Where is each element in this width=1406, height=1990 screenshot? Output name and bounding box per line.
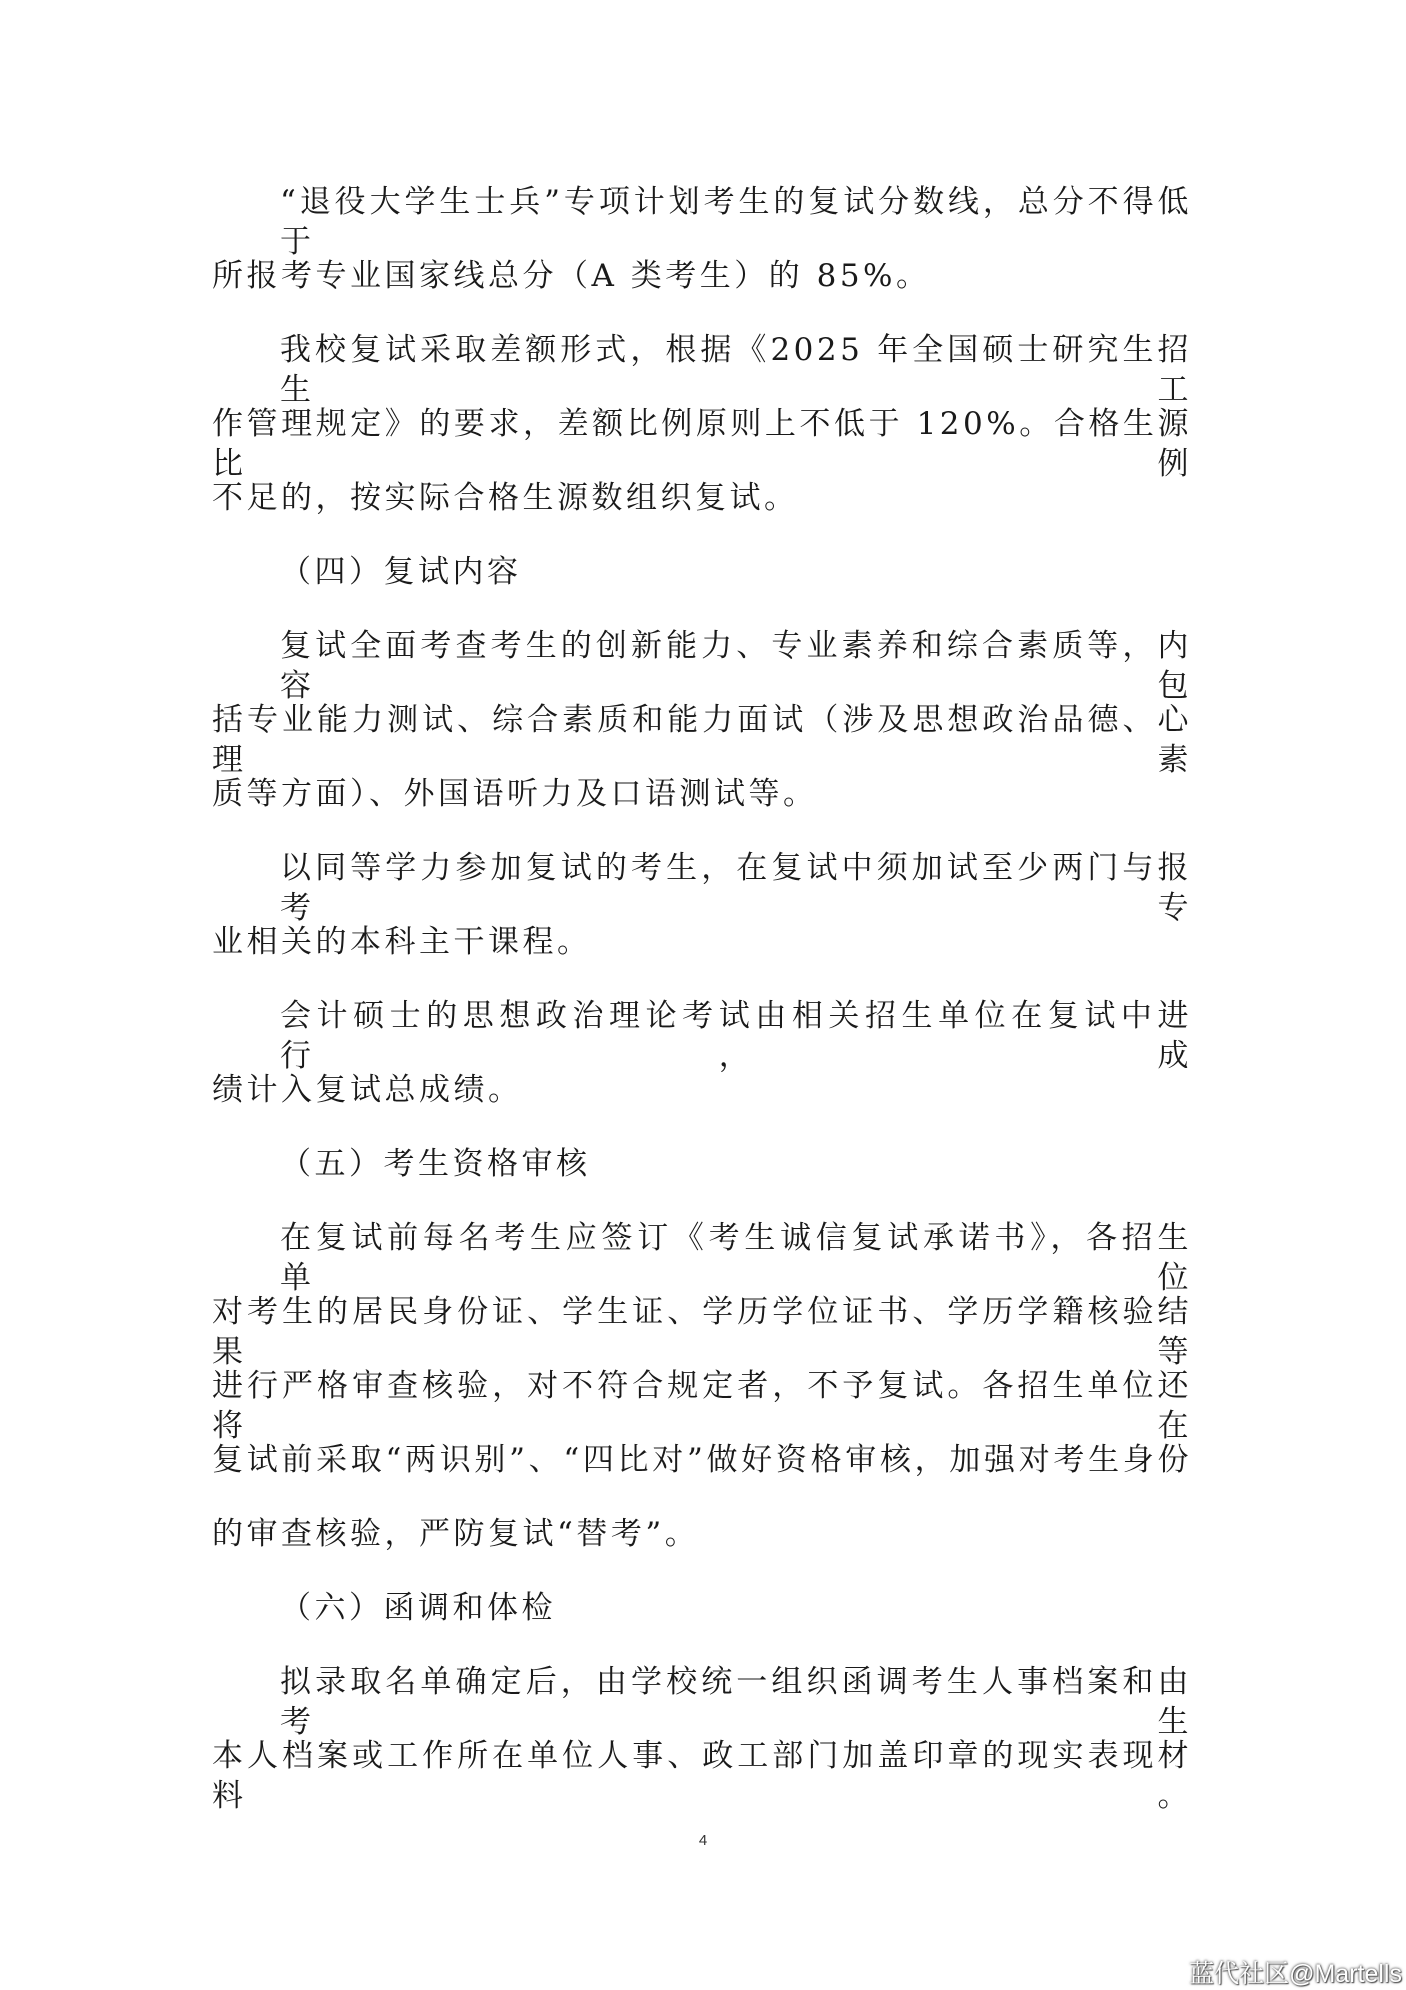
section-heading: （六）函调和体检 xyxy=(280,1590,556,1626)
paragraph-line: 复试全面考查考生的创新能力、专业素养和综合素质等，内容包 xyxy=(280,628,1192,704)
paragraph-line: 绩计入复试总成绩。 xyxy=(212,1072,523,1108)
paragraph-line: 所报考专业国家线总分（A 类考生）的 85%。 xyxy=(212,258,931,294)
paragraph-line: 会计硕士的思想政治理论考试由相关招生单位在复试中进行，成 xyxy=(280,998,1192,1074)
paragraph-line: 质等方面）、外国语听力及口语测试等。 xyxy=(212,776,818,812)
paragraph-line: 的审查核验，严防复试“替考”。 xyxy=(212,1516,700,1552)
paragraph-line: 我校复试采取差额形式，根据《2025 年全国硕士研究生招生工 xyxy=(280,332,1192,408)
page-number: 4 xyxy=(698,1832,708,1849)
paragraph-line: 不足的，按实际合格生源数组织复试。 xyxy=(212,480,799,516)
paragraph-line: 拟录取名单确定后，由学校统一组织函调考生人事档案和由考生 xyxy=(280,1664,1192,1740)
paragraph-line: 作管理规定》的要求，差额比例原则上不低于 120%。合格生源比例 xyxy=(212,406,1192,482)
paragraph-line: 括专业能力测试、综合素质和能力面试（涉及思想政治品德、心理素 xyxy=(212,702,1192,778)
paragraph-line: 业相关的本科主干课程。 xyxy=(212,924,592,960)
section-heading: （四）复试内容 xyxy=(280,554,522,590)
paragraph-line: “退役大学生士兵”专项计划考生的复试分数线，总分不得低于 xyxy=(280,184,1192,260)
paragraph-line: 对考生的居民身份证、学生证、学历学位证书、学历学籍核验结果等 xyxy=(212,1294,1192,1370)
paragraph-line: 在复试前每名考生应签订《考生诚信复试承诺书》，各招生单位 xyxy=(280,1220,1192,1296)
paragraph-line: 本人档案或工作所在单位人事、政工部门加盖印章的现实表现材料。 xyxy=(212,1738,1192,1814)
paragraph-line: 复试前采取“两识别”、“四比对”做好资格审核，加强对考生身份 xyxy=(212,1442,1192,1478)
paragraph-line: 以同等学力参加复试的考生，在复试中须加试至少两门与报考专 xyxy=(280,850,1192,926)
paragraph-line: 进行严格审查核验，对不符合规定者，不予复试。各招生单位还将在 xyxy=(212,1368,1192,1444)
watermark: 蓝代社区@Martells xyxy=(1189,1960,1402,1988)
section-heading: （五）考生资格审核 xyxy=(280,1146,591,1182)
